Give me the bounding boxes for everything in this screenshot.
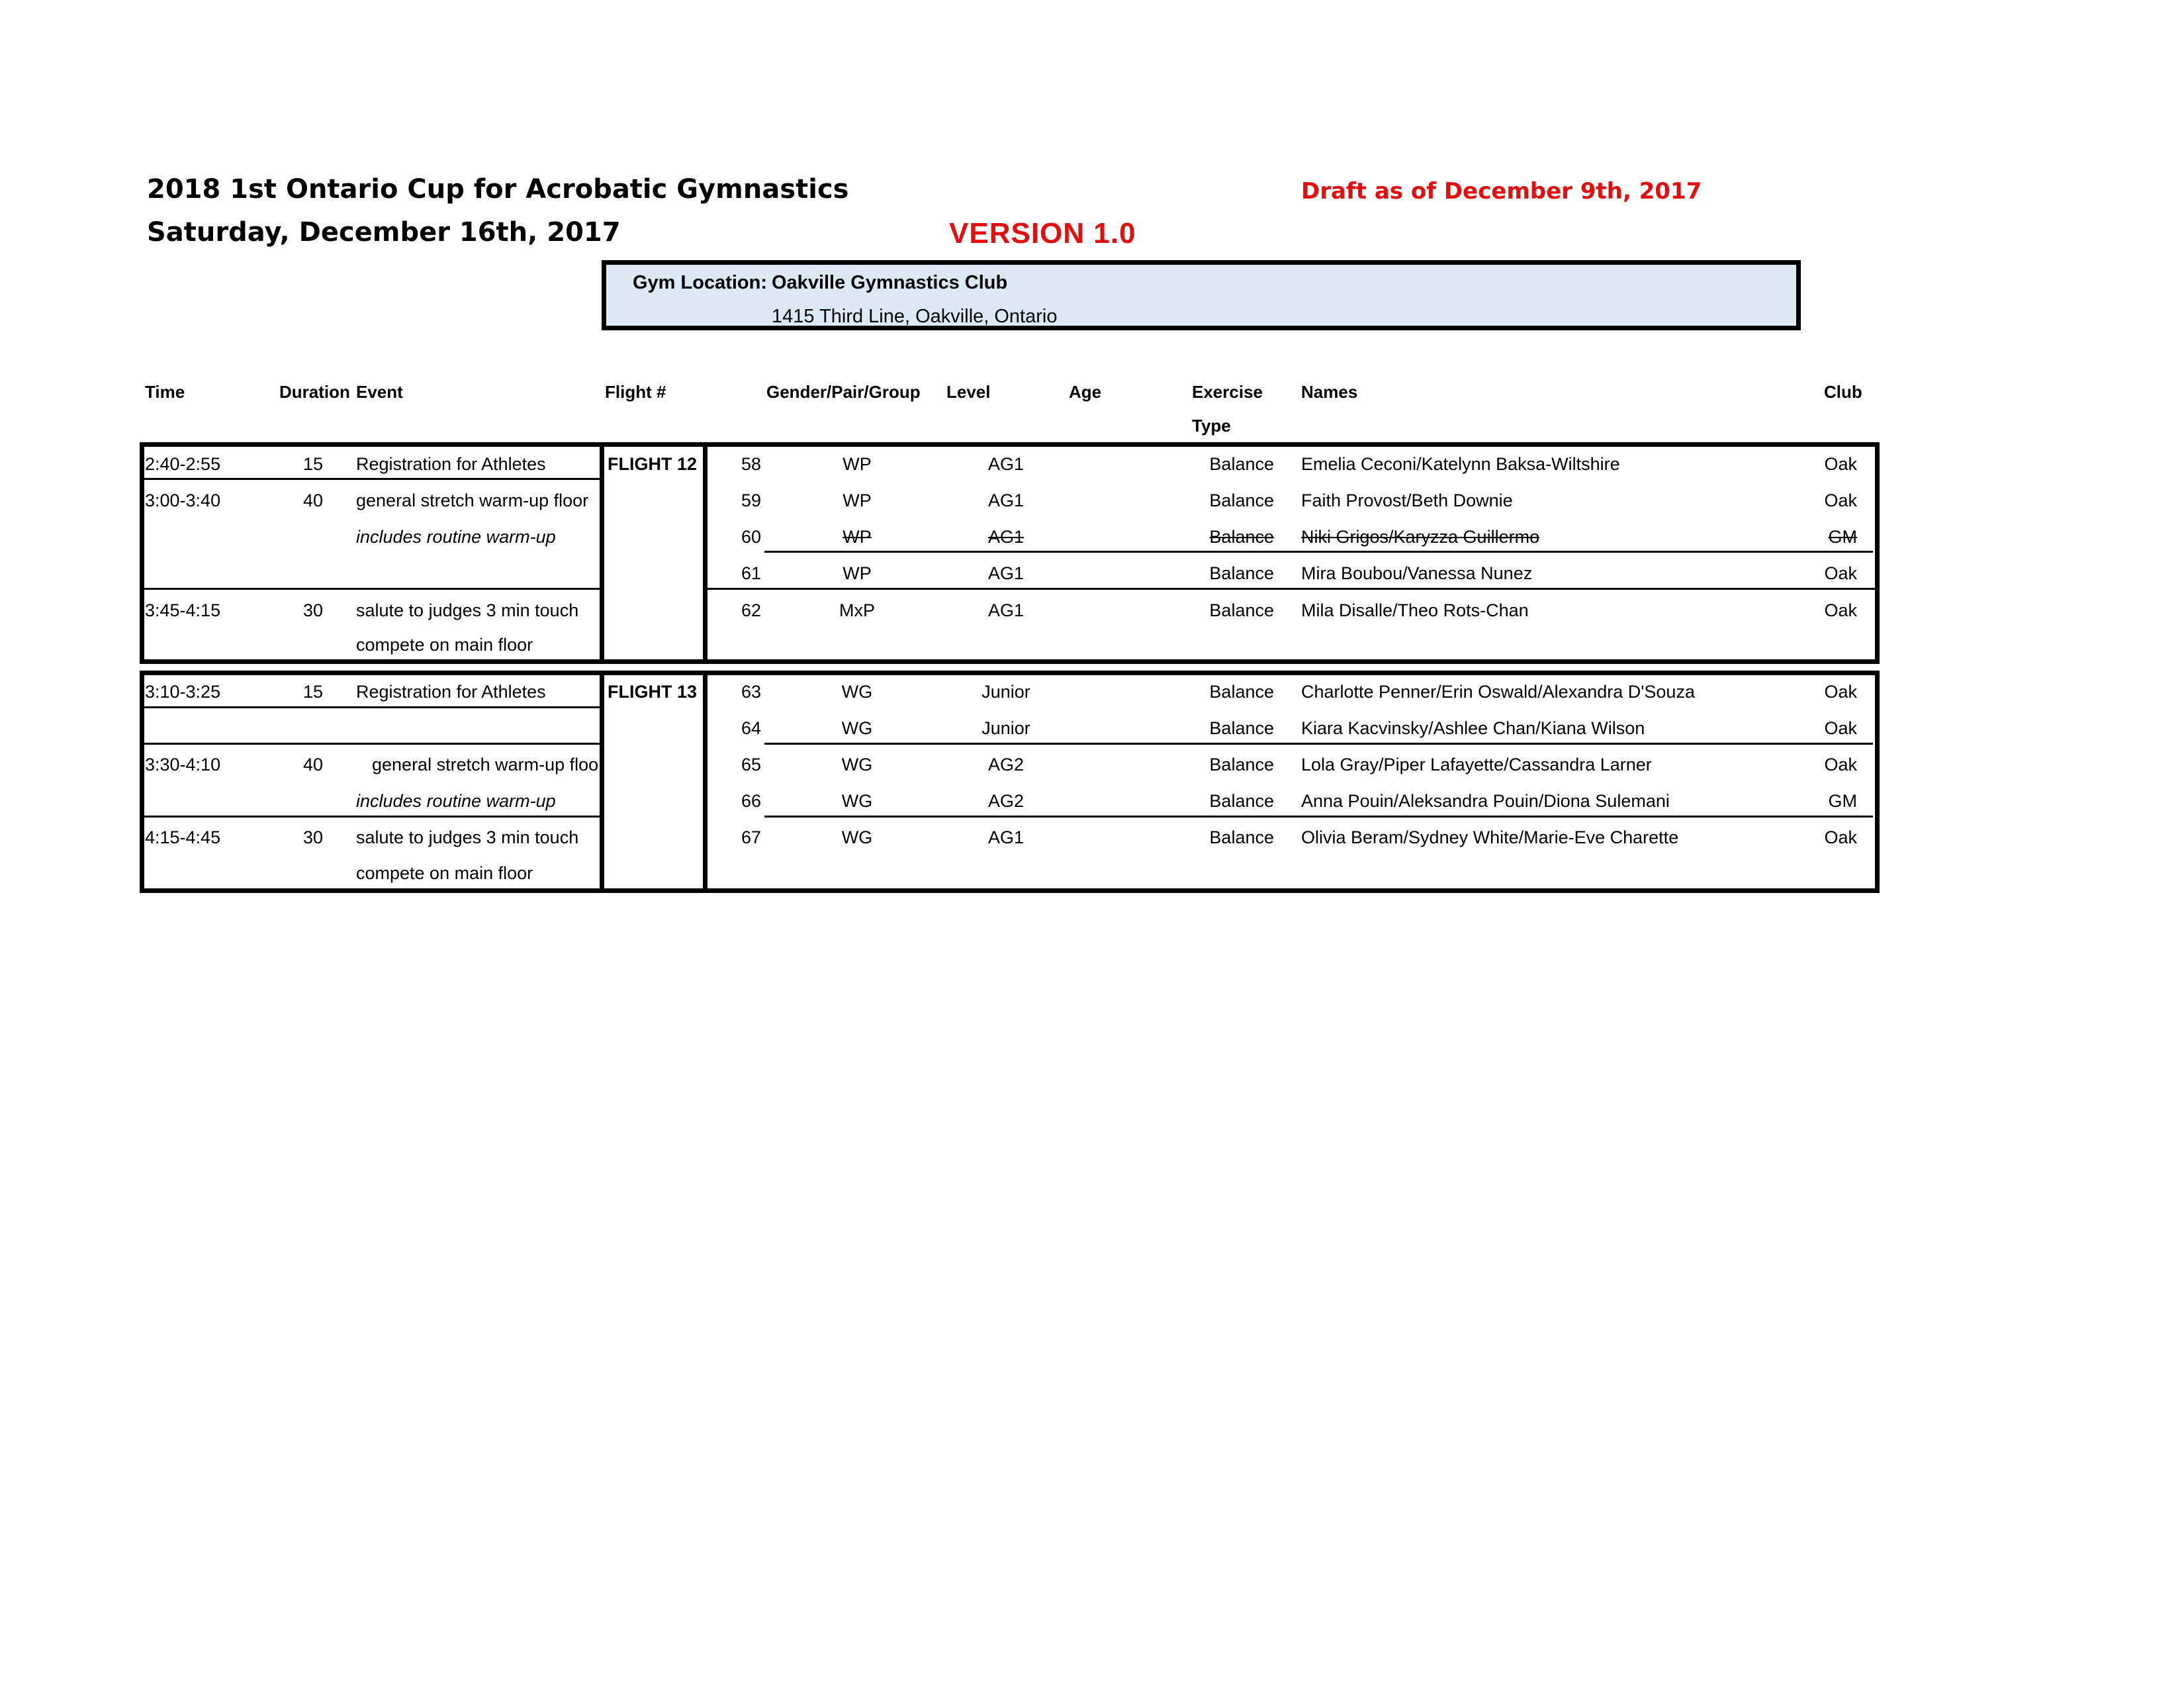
- f12-sched-3-event: salute to judges 3 min touch: [356, 600, 579, 620]
- entry-level: Junior: [981, 718, 1030, 738]
- entry-names: Charlotte Penner/Erin Oswald/Alexandra D'Souza: [1301, 682, 1695, 702]
- col-header-level: Level: [946, 382, 991, 402]
- f12-sched-1-event: Registration for Athletes: [356, 454, 546, 474]
- entry-names: Mila Disalle/Theo Rots-Chan: [1301, 600, 1529, 620]
- flight-12-label: FLIGHT 12: [608, 454, 698, 474]
- entry-club: Oak: [1824, 600, 1857, 620]
- entry-exercise: Balance: [1209, 682, 1274, 702]
- flight-13-label: FLIGHT 13: [608, 682, 698, 702]
- entry-club: Oak: [1824, 755, 1857, 774]
- col-header-names: Names: [1301, 382, 1358, 402]
- f12-sched-3-note: compete on main floor: [356, 635, 533, 655]
- entry-number: 58: [741, 454, 761, 474]
- draft-note: Draft as of December 9th, 2017: [1301, 178, 1702, 205]
- entry-number: 65: [741, 755, 761, 774]
- entry-gender: WG: [841, 827, 873, 847]
- entry-gender: WP: [842, 454, 872, 474]
- f13-sched-2-note: includes routine warm-up: [356, 791, 556, 811]
- entry-exercise: Balance: [1209, 563, 1274, 583]
- entry-club: GM: [1828, 791, 1857, 811]
- entry-names: Lola Gray/Piper Lafayette/Cassandra Larner: [1301, 755, 1652, 774]
- f12-sched-2-note: includes routine warm-up: [356, 527, 556, 547]
- f12-sched-2-event: general stretch warm-up floor: [356, 491, 589, 510]
- gym-address: 1415 Third Line, Oakville, Ontario: [772, 306, 1058, 327]
- col-header-duration: Duration: [279, 382, 350, 402]
- flight-13-sched-sep-2: [144, 743, 601, 745]
- col-header-age: Age: [1069, 382, 1102, 402]
- gym-name: Oakville Gymnastics Club: [772, 272, 1008, 293]
- flight-13-entry-sep-1: [764, 743, 1873, 745]
- flight-13-sched-sep-3: [144, 816, 601, 818]
- entry-gender: WG: [841, 755, 873, 774]
- gym-location-box: [602, 260, 1801, 330]
- entry-names: Faith Provost/Beth Downie: [1301, 491, 1513, 510]
- entry-exercise: Balance: [1209, 755, 1274, 774]
- entry-number: 64: [741, 718, 761, 738]
- flight-13-divider-left: [600, 671, 604, 893]
- entry-level: AG1: [987, 827, 1024, 847]
- entry-names: Olivia Beram/Sydney White/Marie-Eve Charette: [1301, 827, 1679, 847]
- col-header-event: Event: [356, 382, 403, 402]
- f13-sched-1-time: 3:10-3:25: [145, 682, 221, 702]
- f13-sched-3-event: salute to judges 3 min touch: [356, 827, 579, 847]
- entry-exercise: Balance: [1209, 527, 1274, 547]
- entry-exercise: Balance: [1209, 791, 1274, 811]
- flight-12-block: [140, 442, 1880, 664]
- entry-club: Oak: [1824, 827, 1857, 847]
- entry-number: 63: [741, 682, 761, 702]
- entry-exercise: Balance: [1209, 454, 1274, 474]
- entry-level: AG1: [987, 454, 1024, 474]
- f12-sched-1-time: 2:40-2:55: [145, 454, 221, 474]
- entry-level: AG1: [987, 491, 1024, 510]
- version-label: VERSION 1.0: [949, 217, 1136, 250]
- entry-level: AG1: [987, 563, 1024, 583]
- entry-names: Mira Boubou/Vanessa Nunez: [1301, 563, 1533, 583]
- col-header-club: Club: [1824, 382, 1862, 402]
- entry-number: 62: [741, 600, 761, 620]
- entry-number: 66: [741, 791, 761, 811]
- entry-exercise: Balance: [1209, 827, 1274, 847]
- page-title: 2018 1st Ontario Cup for Acrobatic Gymnastics: [147, 174, 849, 205]
- f13-sched-1-event: Registration for Athletes: [356, 682, 546, 702]
- entry-names: Kiara Kacvinsky/Ashlee Chan/Kiana Wilson: [1301, 718, 1645, 738]
- f12-sched-2-duration: 40: [302, 491, 323, 510]
- flight-13-divider-right: [703, 671, 707, 893]
- gym-location-label: Gym Location:: [633, 272, 768, 293]
- flight-12-entry-sep-1: [764, 551, 1873, 553]
- flight-13-block: [140, 671, 1880, 893]
- col-header-time: Time: [145, 382, 185, 402]
- entry-exercise: Balance: [1209, 491, 1274, 510]
- entry-number: 59: [741, 491, 761, 510]
- f13-sched-3-time: 4:15-4:45: [145, 827, 221, 847]
- entry-names: Emelia Ceconi/Katelynn Baksa-Wiltshire: [1301, 454, 1620, 474]
- f13-sched-3-duration: 30: [302, 827, 323, 847]
- entry-gender: WP: [842, 527, 872, 547]
- entry-club: GM: [1828, 527, 1857, 547]
- flight-13-sched-sep-1: [144, 706, 601, 708]
- entry-level: Junior: [981, 682, 1030, 702]
- f12-sched-3-duration: 30: [302, 600, 323, 620]
- entry-gender: WP: [842, 563, 872, 583]
- col-header-exercise: Exercise: [1192, 382, 1263, 402]
- entry-club: Oak: [1824, 454, 1857, 474]
- f12-sched-2-time: 3:00-3:40: [145, 491, 221, 510]
- f13-sched-1-duration: 15: [302, 682, 323, 702]
- f13-sched-3-note: compete on main floor: [356, 863, 533, 883]
- entry-club: Oak: [1824, 682, 1857, 702]
- flight-13-entry-sep-2: [764, 816, 1873, 818]
- entry-gender: WG: [841, 791, 873, 811]
- entry-number: 67: [741, 827, 761, 847]
- f13-sched-2-time: 3:30-4:10: [145, 755, 221, 774]
- entry-gender: MxP: [839, 600, 875, 620]
- flight-12-divider-right: [703, 442, 707, 664]
- entry-names: Niki Grigos/Karyzza Guillermo: [1301, 527, 1540, 547]
- flight-12-sched-sep-1: [144, 478, 601, 480]
- col-header-gender: Gender/Pair/Group: [766, 382, 921, 402]
- event-date: Saturday, December 16th, 2017: [147, 217, 621, 248]
- entry-level: AG2: [987, 791, 1024, 811]
- entry-number: 60: [741, 527, 761, 547]
- entry-club: Oak: [1824, 563, 1857, 583]
- entry-number: 61: [741, 563, 761, 583]
- entry-club: Oak: [1824, 491, 1857, 510]
- f13-sched-2-duration: 40: [302, 755, 323, 774]
- entry-level: AG2: [987, 755, 1024, 774]
- flight-12-entry-sep-2: [707, 588, 1875, 590]
- entry-club: Oak: [1824, 718, 1857, 738]
- flight-12-divider-left: [600, 442, 604, 664]
- entry-gender: WP: [842, 491, 872, 510]
- entry-level: AG1: [987, 527, 1024, 547]
- f12-sched-3-time: 3:45-4:15: [145, 600, 221, 620]
- entry-gender: WG: [841, 718, 873, 738]
- entry-gender: WG: [841, 682, 873, 702]
- f13-sched-2-event: general stretch warm-up floor: [372, 755, 605, 774]
- col-header-exercise-type: Type: [1192, 416, 1231, 436]
- col-header-flight: Flight #: [605, 382, 666, 402]
- entry-names: Anna Pouin/Aleksandra Pouin/Diona Sulemani: [1301, 791, 1670, 811]
- f12-sched-1-duration: 15: [302, 454, 323, 474]
- entry-level: AG1: [987, 600, 1024, 620]
- flight-12-sched-sep-2: [144, 588, 601, 590]
- entry-exercise: Balance: [1209, 718, 1274, 738]
- entry-exercise: Balance: [1209, 600, 1274, 620]
